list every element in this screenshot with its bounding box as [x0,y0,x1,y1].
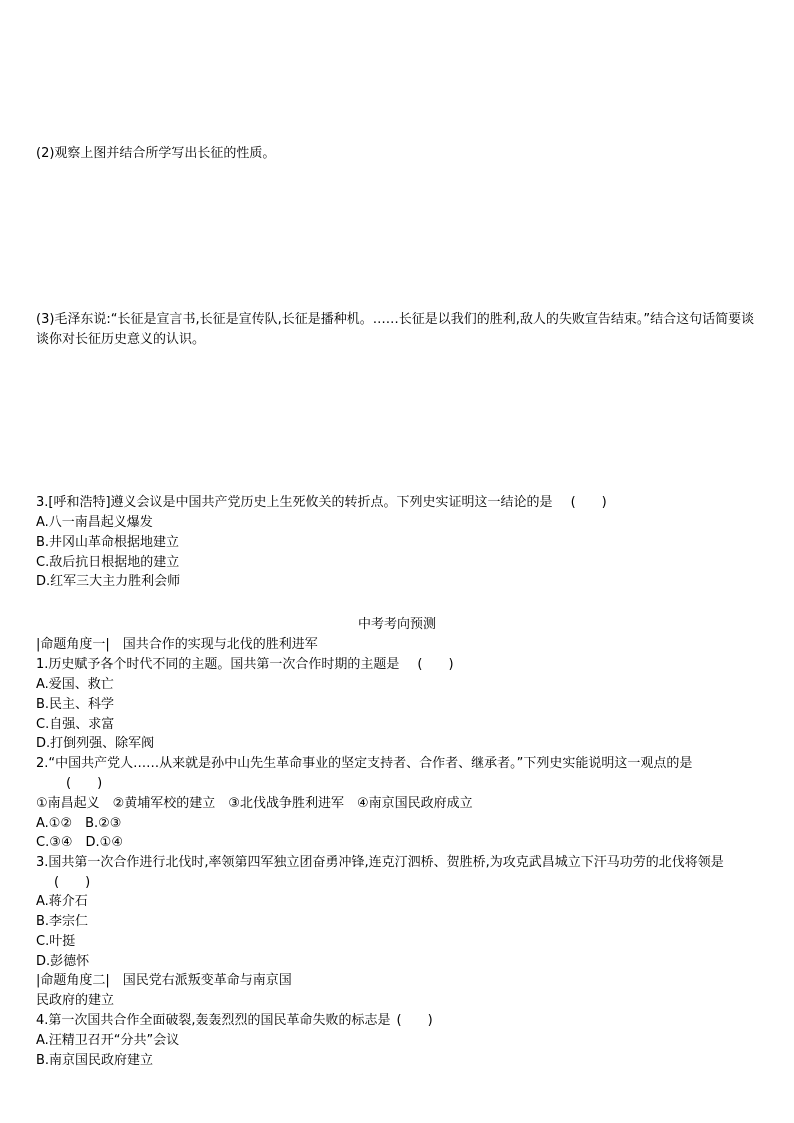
angle-one-heading: |命题角度一| 国共合作的实现与北伐的胜利进军 [36,637,318,652]
answer-bracket: ( ) [417,657,454,672]
practice-3-option-b: B.李宗仁 [36,914,89,929]
practice-1-stem [36,655,454,675]
answer-bracket: ( ) [396,1013,433,1028]
angle-two-heading-line-2: 民政府的建立 [36,993,115,1008]
question-3-option-c: C.敌后抗日根据地的建立 [36,555,180,570]
practice-3-stem [36,853,758,893]
angle-two-heading-line-1: |命题角度二| 国民党右派叛变革命与南京国 [36,973,292,988]
practice-2-stem [36,754,758,794]
question-3-option-a: A.八一南昌起义爆发 [36,515,153,530]
practice-4-text: 4.第一次国共合作全面破裂,轰轰烈烈的国民革命失败的标志是 [36,1013,391,1028]
question-3-option-d: D.红军三大主力胜利会师 [36,574,181,589]
section-title: 中考考向预测 [357,617,436,632]
practice-3-option-d: D.彭德怀 [36,954,90,969]
practice-1-option-a: A.爱国、救亡 [36,677,114,692]
practice-1-text: 1.历史赋予各个时代不同的主题。国共第一次合作时期的主题是 [36,657,400,672]
practice-1-option-c: C.自强、求富 [36,717,115,732]
practice-2-text: 2.“中国共产党人……从来就是孙中山先生革命事业的坚定支持者、合作者、继承者。”下列史实能说明这一观点的是 [36,756,693,771]
practice-4-option-a: A.汪精卫召开“分共”会议 [36,1033,180,1048]
question-2-part-2: (2)观察上图并结合所学写出长征的性质。 [36,146,276,161]
answer-bracket: ( ) [66,776,103,791]
question-3-text: 3.[呼和浩特]遵义会议是中国共产党历史上生死攸关的转折点。下列史实证明这一结论的是 [36,495,553,510]
question-3-stem [36,493,607,513]
practice-2-options-row-1: A.①② B.②③ [36,816,122,831]
practice-1-option-d: D.打倒列强、除军阀 [36,736,155,751]
practice-1-option-b: B.民主、科学 [36,697,115,712]
practice-4-option-b: B.南京国民政府建立 [36,1053,154,1068]
answer-bracket: ( ) [54,875,91,890]
practice-3-option-a: A.蒋介石 [36,894,88,909]
practice-3-option-c: C.叶挺 [36,934,76,949]
practice-4-stem [36,1011,433,1031]
practice-2-items: ①南昌起义 ②黄埔军校的建立 ③北伐战争胜利进军 ④南京国民政府成立 [36,796,473,811]
question-3-option-b: B.井冈山革命根据地建立 [36,535,180,550]
practice-2-options-row-2: C.③④ D.①④ [36,835,123,850]
question-2-part-3: (3)毛泽东说:“长征是宣言书,长征是宣传队,长征是播种机。……长征是以我们的胜利,敌人的失败宣告结束。”结合这句话简要谈谈你对长征历史意义的认识。 [36,312,755,347]
answer-bracket: ( ) [570,495,607,510]
practice-3-text: 3.国共第一次合作进行北伐时,率领第四军独立团奋勇冲锋,连克汀泗桥、贺胜桥,为攻克武昌城立下汗马功劳的北伐将领是 [36,855,724,870]
